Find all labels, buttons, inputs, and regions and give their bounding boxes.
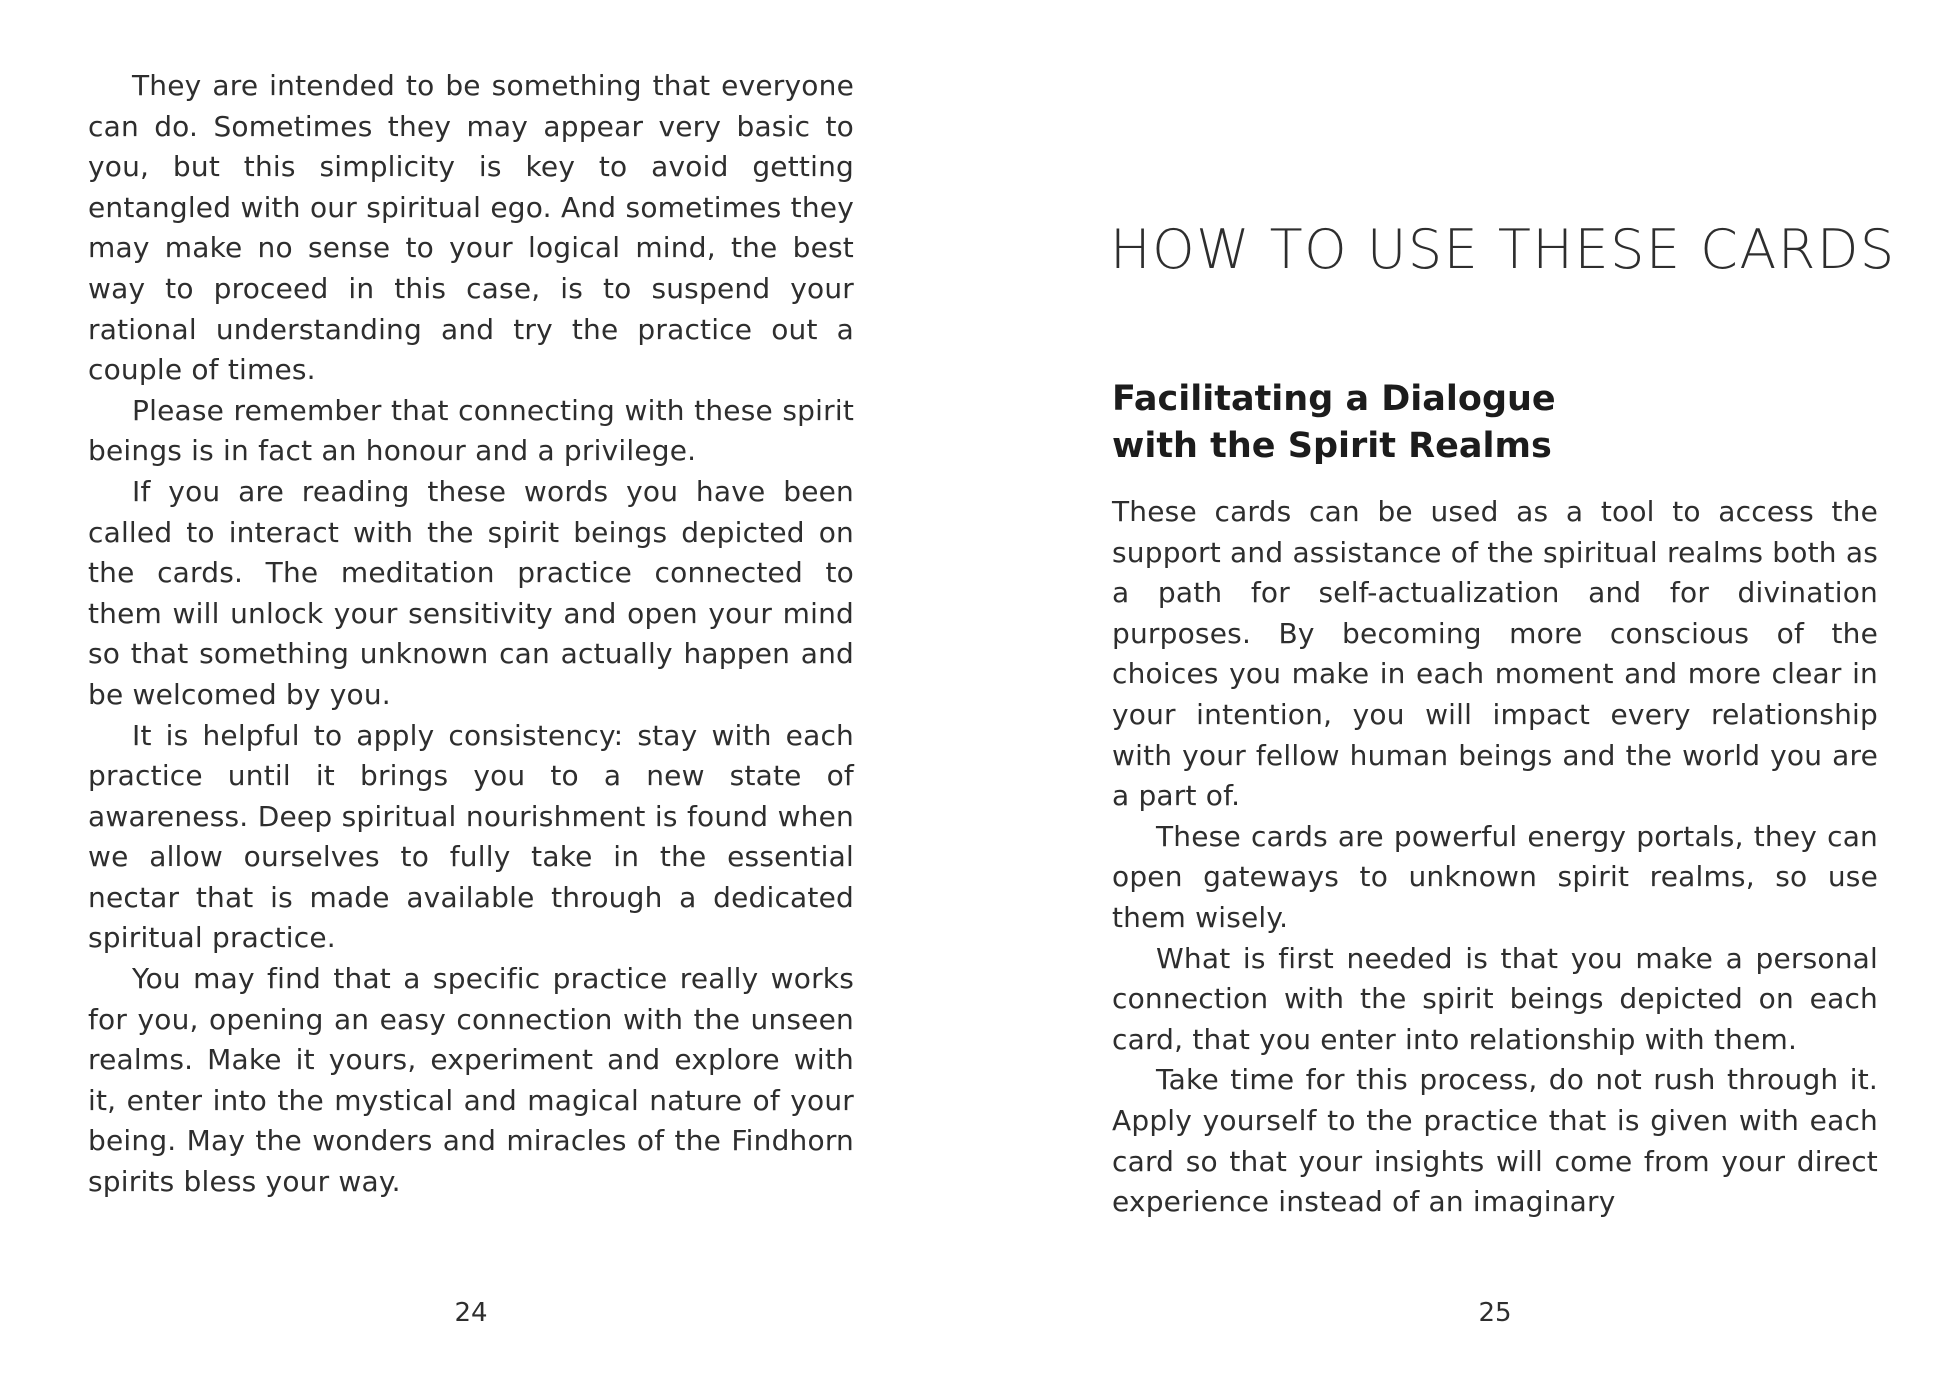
left-page-text-column (88, 66, 854, 1203)
paragraph: What is first needed is that you make a personal connection with the spirit beings depicted on each card, that you enter into relationship with them. (1112, 941, 1878, 1056)
section-title-line1: Facilitating a Dialogue (1112, 379, 1556, 419)
page-number-right: 25 (1478, 1298, 1512, 1328)
paragraph: You may find that a specific practice really works for you, opening an easy connection with the unseen realms. Make it yours, experiment and explore with it, enter into the mystical and magical nature of your being. May the wonders and miracles of the Findhorn spirits bless your way. (88, 962, 854, 1199)
paragraph: Take time for this process, do not rush through it. Apply yourself to the practice that is given with each card so that your insights will come from your direct experience instead of an imaginary (1112, 1063, 1878, 1219)
paragraph: It is helpful to apply consistency: stay with each practice until it brings you to a new state of awareness. Deep spiritual nourishment is found when we allow ourselves to fully take in the essential nectar that is made available through a dedicated spiritual practice. (88, 718, 854, 955)
page-number-left: 24 (454, 1298, 488, 1328)
paragraph: Please remember that connecting with these spirit beings is in fact an honour and a privilege. (88, 393, 854, 468)
paragraph: These cards can be used as a tool to access the support and assistance of the spiritual realms both as a path for self-actualization and for divination purposes. By becoming more conscious of the choices you make in each moment and more clear in your intention, you will impact every relationship with your fellow human beings and the world you are a part of. (1112, 495, 1878, 813)
paragraph: They are intended to be something that everyone can do. Sometimes they may appear very basic to you, but this simplicity is key to avoid getting entangled with our spiritual ego. And sometimes they may make no sense to your logical mind, the best way to proceed in this case, is to suspend your rational understanding and try the practice out a couple of times. (88, 69, 854, 387)
section-title-line2: with the Spirit Realms (1112, 426, 1552, 466)
section-title (1112, 376, 1878, 470)
paragraph: These cards are powerful energy portals, they can open gateways to unknown spirit realms, so use them wisely. (1112, 819, 1878, 934)
right-page-text-column (1112, 492, 1878, 1223)
chapter-title: HOW TO USE THESE CARDS (1110, 218, 1896, 281)
paragraph: If you are reading these words you have been called to interact with the spirit beings depicted on the cards. The meditation practice connected to them will unlock your sensitivity and open your mind so that something unknown can actually happen and be welcomed by you. (88, 474, 854, 711)
